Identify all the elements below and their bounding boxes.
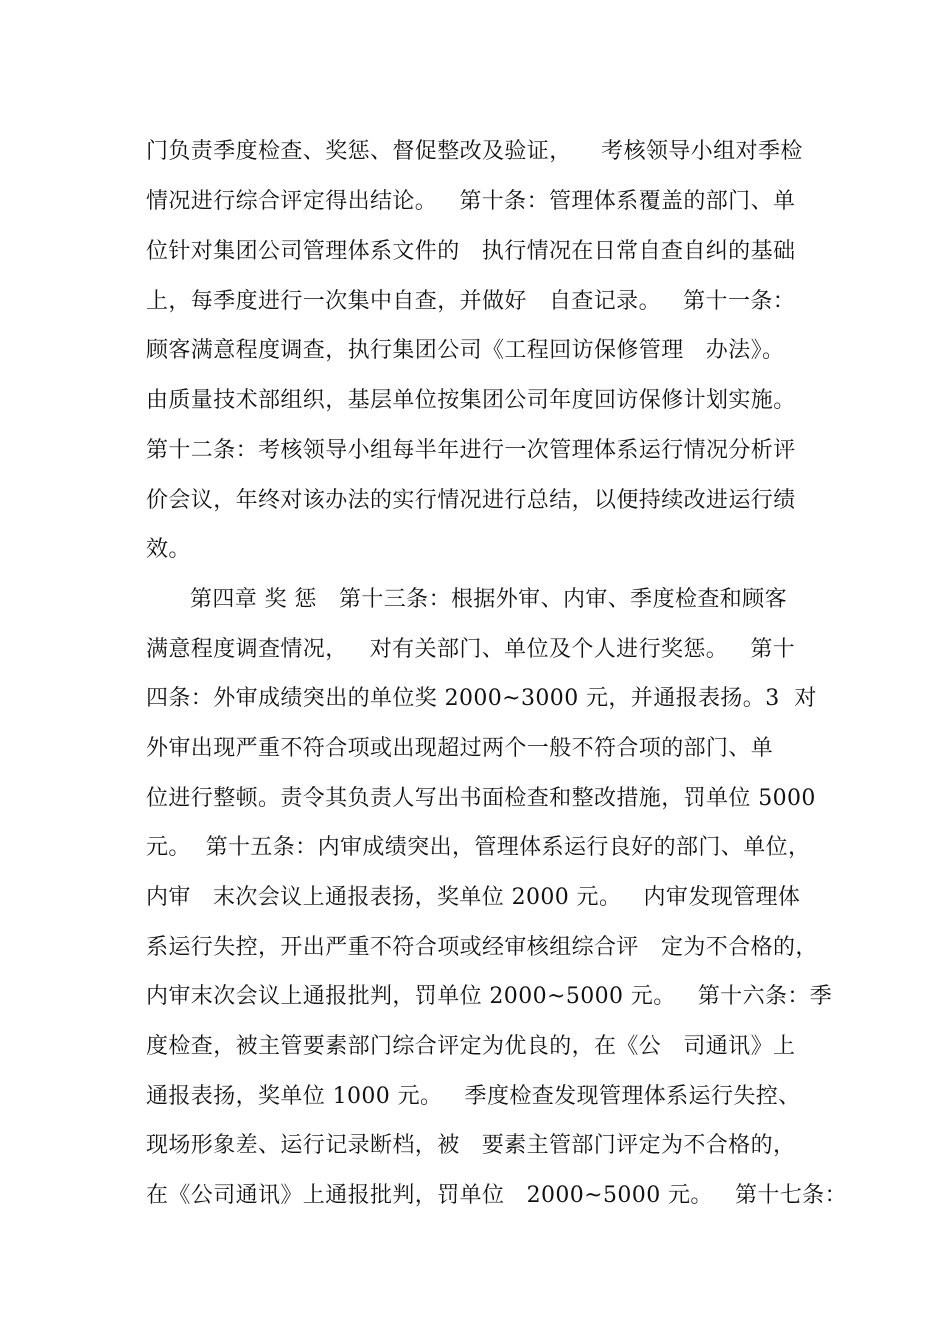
text-line: 在《公司通讯》上通报批判，罚单位 2000~5000 元。 第十七条： (146, 1183, 847, 1208)
text-line: 位进行整顿。责令其负责人写出书面检查和整改措施，罚单位 5000 (146, 786, 816, 811)
text-line: 元。 第十五条：内审成绩突出，管理体系运行良好的部门、单位， (146, 835, 811, 860)
text-line: 外审出现严重不符合项或出现超过两个一般不符合项的部门、单 (146, 736, 774, 761)
text-line: 上，每季度进行一次集中自查，并做好 自查记录。 第十一条： (146, 289, 796, 314)
text-line: 系运行失控，开出严重不符合项或经审核组综合评 定为不合格的， (146, 935, 818, 960)
text-line: 内审末次会议上通报批判，罚单位 2000~5000 元。 第十六条：季 (146, 984, 833, 1009)
text-line: 现场形象差、运行记录断档，被 要素主管部门评定为不合格的， (146, 1133, 796, 1158)
text-line: 顾客满意程度调查，执行集团公司《工程回访保修管理 办法》。 (146, 338, 785, 363)
text-line: 内审 末次会议上通报表扬，奖单位 2000 元。 内审发现管理体 (146, 885, 801, 910)
text-line: 由质量技术部组织，基层单位按集团公司年度回访保修计划实施。 (146, 388, 796, 413)
text-line: 门负责季度检查、奖惩、督促整改及验证， 考核领导小组对季检 (146, 139, 803, 164)
text-line: 度检查，被主管要素部门综合评定为优良的，在《公 司通讯》上 (146, 1034, 796, 1059)
text-line: 通报表扬，奖单位 1000 元。 季度检查发现管理体系运行失控、 (146, 1084, 801, 1109)
text-line: 情况进行综合评定得出结论。 第十条：管理体系覆盖的部门、单 (146, 189, 796, 214)
text-line: 价会议，年终对该办法的实行情况进行总结，以便持续改进运行绩 (146, 488, 796, 513)
chapter-heading-line: 第四章 奖 惩 第十三条：根据外审、内审、季度检查和顾客 (190, 587, 787, 612)
text-line: 满意程度调查情况， 对有关部门、单位及个人进行奖惩。 第十 (146, 637, 796, 662)
text-line: 四条：外审成绩突出的单位奖 2000~3000 元，并通报表扬。3 对 (146, 686, 817, 711)
text-line: 效。 (146, 537, 191, 562)
text-line: 第十二条：考核领导小组每半年进行一次管理体系运行情况分析评 (146, 438, 796, 463)
text-line: 位针对集团公司管理体系文件的 执行情况在日常自查自纠的基础 (146, 239, 796, 264)
